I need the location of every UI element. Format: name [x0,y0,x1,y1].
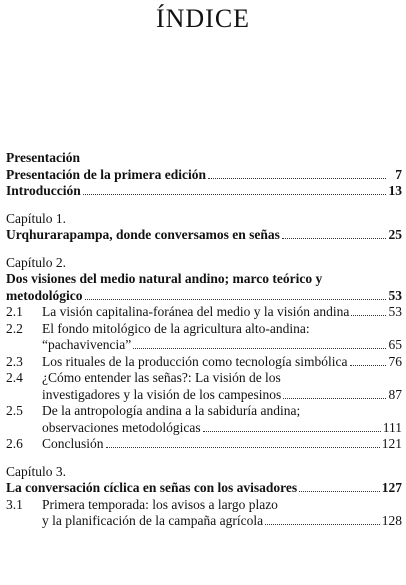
toc-entry-2-5 [6,403,402,420]
dot-leader [208,178,386,179]
toc-entry-introduccion [6,183,402,200]
toc-entry-title: La visión capitalina-foránea del medio y la visión andina [42,304,350,319]
toc-entry-page: 121 [381,436,402,451]
toc-entry-page: 7 [395,166,402,182]
toc-entry-page: 65 [388,337,402,352]
toc-entry-page: 87 [388,386,402,402]
table-of-contents [6,150,402,530]
toc-entry-title: El fondo mitológico de la agricultura alto-andina: [42,320,310,336]
chapter-2-title-line: Dos visiones del medio natural andino; marco teórico y [6,271,323,286]
dot-leader [299,491,380,492]
toc-entry-title: La conversación cíclica en señas con los avisadores [6,480,298,495]
chapter-3-heading: Capítulo 3. [6,463,66,479]
section-number: 2.1 [6,304,23,319]
toc-entry-title: De la antropología andina a la sabiduría andina; [42,403,301,418]
section-number: 3.1 [6,496,23,512]
toc-entry-2-2-cont [6,337,402,354]
toc-entry-page: 53 [388,304,402,319]
toc-entry-title: “pachavivencia” [42,337,132,352]
toc-entry-title: y la planificación de la campaña agrícola [42,513,264,528]
toc-entry-3-1 [6,497,402,514]
toc-entry-2-4-cont [6,387,402,404]
toc-entry-title: Conclusión [42,436,104,451]
chapter-3-entry [6,480,402,497]
toc-entry-page: 111 [382,419,402,435]
toc-entry-3-1-cont [6,513,402,530]
toc-entry-title: Presentación de la primera edición [6,166,206,182]
chapter-2-entry [6,288,402,305]
toc-entry-page: 128 [381,513,402,528]
toc-entry-2-4 [6,370,402,387]
dot-leader [85,299,387,300]
toc-entry-2-5-cont [6,420,402,437]
toc-entry-title: metodológico [6,287,83,303]
section-number: 2.6 [6,436,23,451]
chapter-1-entry [6,227,402,244]
toc-entry-page: 13 [388,183,402,198]
toc-entry-title: Urqhurarapampa, donde conversamos en señas [6,227,280,242]
toc-entry-title: ¿Cómo entender las señas?: La visión de los [42,370,281,385]
page-title: ÍNDICE [155,4,251,33]
toc-entry-title: investigadores y la visión de los campesinos [42,386,282,402]
toc-entry-page: 53 [388,287,402,303]
dot-leader [351,315,386,316]
toc-entry-presentacion-primera-edicion [6,167,402,184]
dot-leader [282,238,386,239]
dot-leader [350,365,386,366]
toc-entry-2-1 [6,304,402,321]
dot-leader [83,194,386,195]
toc-entry-title: Los rituales de la producción como tecnología simbólica [42,353,348,369]
toc-entry-title: observaciones metodológicas [42,419,201,435]
section-number: 2.2 [6,320,23,336]
dot-leader [133,348,386,349]
toc-entry-2-2 [6,321,402,338]
dot-leader [203,431,381,432]
toc-entry-2-3 [6,354,402,371]
dot-leader [106,447,380,448]
section-heading-presentacion: Presentación [6,150,80,165]
section-number: 2.3 [6,353,23,369]
toc-entry-page: 25 [388,227,402,242]
section-number: 2.5 [6,403,23,418]
chapter-1-heading: Capítulo 1. [6,210,66,226]
toc-entry-title: Primera temporada: los avisos a largo plazo [42,496,278,512]
toc-entry-page: 127 [381,480,402,495]
section-number: 2.4 [6,370,23,385]
dot-leader [283,398,386,399]
toc-entry-2-6 [6,436,402,453]
chapter-2-heading: Capítulo 2. [6,254,66,270]
toc-entry-title: Introducción [6,183,81,198]
dot-leader [265,524,380,525]
toc-entry-page: 76 [388,353,402,369]
